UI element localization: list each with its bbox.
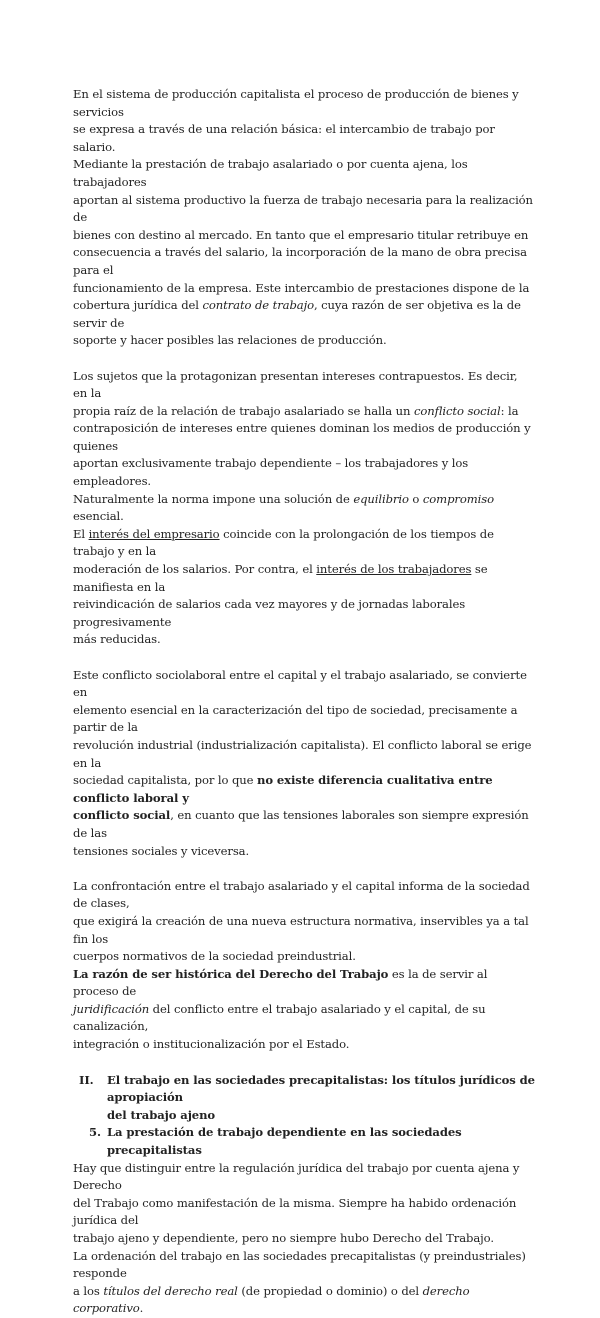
text-span: propia raíz de la relación de trabajo asalariado se halla un bbox=[73, 403, 414, 418]
text-line: se expresa a través de una relación básica: el intercambio de trabajo por salario. bbox=[73, 122, 495, 154]
text-line: consecuencia a través del salario, la incorporación de la mano de obra precisa para el bbox=[73, 245, 527, 277]
text-line bbox=[73, 297, 535, 332]
heading-text: La prestación de trabajo dependiente en las sociedades precapitalistas bbox=[107, 1125, 462, 1158]
text-span: Naturalmente la norma impone una solución de bbox=[73, 491, 354, 506]
text-line bbox=[73, 1001, 535, 1036]
text-span: esencial. bbox=[73, 509, 124, 524]
text-line: más reducidas. bbox=[73, 632, 161, 647]
text-line bbox=[73, 772, 535, 807]
italic-term-conflicto-social: conflicto social bbox=[413, 403, 501, 418]
text-span: moderación de los salarios. Por contra, el bbox=[73, 562, 317, 577]
text-line: elemento esencial en la caracterización del tipo de sociedad, precisamente a partir de la bbox=[73, 702, 518, 735]
text-span: , en cuanto que las tensiones laborales son siempre expresión de las bbox=[73, 808, 529, 840]
text-line: integración o institucionalización por el Estado. bbox=[73, 1037, 350, 1052]
paragraph-sociolaboral-conflict bbox=[73, 667, 535, 861]
text-span: coincide con la prolongación de los tiempos de trabajo y en la bbox=[73, 526, 494, 559]
paragraph-class-society bbox=[73, 878, 535, 1054]
heading-line: El trabajo en las sociedades precapitalistas: los títulos jurídicos de apropiación bbox=[107, 1072, 535, 1105]
paragraph-precapitalist bbox=[73, 1160, 535, 1318]
text-span: (de propiedad o dominio) o del bbox=[237, 1283, 423, 1298]
text-line: Mediante la prestación de trabajo asalariado o por cuenta ajena, los trabajadores bbox=[73, 157, 468, 189]
text-line bbox=[73, 966, 535, 1001]
text-span: . bbox=[139, 1301, 144, 1316]
text-line bbox=[73, 807, 535, 842]
bold-statement: no existe diferencia cualitativa entre conflicto laboral y bbox=[73, 773, 493, 805]
subsection-heading-5 bbox=[73, 1124, 535, 1159]
bold-statement: La razón de ser histórica del Derecho del Trabajo bbox=[73, 966, 389, 981]
text-line: tensiones sociales y viceversa. bbox=[73, 843, 250, 858]
text-line: trabajo ajeno y dependiente, pero no siempre hubo Derecho del Trabajo. bbox=[73, 1231, 494, 1245]
text-line: contraposición de intereses entre quienes dominan los medios de producción y quienes bbox=[73, 421, 531, 453]
text-line bbox=[73, 403, 535, 421]
text-line bbox=[73, 561, 535, 596]
text-span: o bbox=[408, 491, 423, 506]
italic-term-derecho-real: títulos del derecho real bbox=[103, 1283, 238, 1298]
text-line: aportan al sistema productivo la fuerza de trabajo necesaria para la realización de bbox=[73, 192, 533, 225]
italic-term-derecho-corporativo: derecho corporativo bbox=[73, 1283, 470, 1316]
text-span: se manifiesta en la bbox=[73, 562, 488, 594]
text-line bbox=[73, 491, 535, 526]
underlined-term-empresario: interés del empresario bbox=[88, 526, 220, 541]
text-span: : la bbox=[500, 403, 519, 418]
text-line: aportan exclusivamente trabajo dependiente – los trabajadores y los empleadores. bbox=[73, 456, 469, 489]
text-line: En el sistema de producción capitalista el proceso de producción de bienes y servicios bbox=[73, 87, 519, 119]
paragraph-conflict-interests bbox=[73, 368, 535, 650]
text-line: funcionamiento de la empresa. Este intercambio de prestaciones dispone de la bbox=[73, 280, 530, 295]
text-line: La confrontación entre el trabajo asalariado y el capital informa de la sociedad de clases, bbox=[73, 878, 530, 911]
text-line: reivindicación de salarios cada vez mayores y de jornadas laborales progresivamente bbox=[73, 597, 466, 629]
text-line bbox=[73, 526, 535, 561]
text-line: La ordenación del trabajo en las sociedades precapitalistas (y preindustriales) responde bbox=[73, 1248, 526, 1281]
text-span: , cuya razón de ser objetiva es la de servir de bbox=[73, 298, 521, 330]
text-span: El bbox=[73, 526, 89, 541]
document-body bbox=[73, 86, 535, 1318]
underlined-term-trabajadores: interés de los trabajadores bbox=[316, 562, 472, 577]
heading-number: II. bbox=[79, 1072, 94, 1087]
italic-term-juridificacion: juridificación bbox=[73, 1001, 150, 1016]
heading-number: 5. bbox=[89, 1125, 101, 1140]
text-line: revolución industrial (industrialización capitalista). El conflicto laboral se erige en la bbox=[73, 737, 532, 770]
text-line: soporte y hacer posibles las relaciones de producción. bbox=[73, 333, 387, 348]
italic-term-compromiso: compromiso bbox=[422, 491, 494, 506]
heading-text bbox=[107, 1072, 535, 1125]
text-span: es la de servir al proceso de bbox=[73, 966, 488, 999]
italic-term-equilibrio: equilibrio bbox=[353, 491, 409, 506]
section-heading-ii bbox=[73, 1072, 535, 1125]
text-line: que exigirá la creación de una nueva estructura normativa, inservibles ya a tal fin los bbox=[73, 913, 529, 946]
text-span: cobertura jurídica del bbox=[73, 298, 203, 313]
bold-statement: conflicto social bbox=[73, 808, 171, 823]
text-span: del conflicto entre el trabajo asalariado y el capital, de su canalización, bbox=[73, 1001, 486, 1034]
text-span: a los bbox=[73, 1283, 104, 1298]
text-line bbox=[73, 1283, 535, 1318]
text-line: Hay que distinguir entre la regulación jurídica del trabajo por cuenta ajena y Derecho bbox=[73, 1160, 520, 1193]
text-span: sociedad capitalista, por lo que bbox=[73, 773, 257, 788]
text-line: Este conflicto sociolaboral entre el capital y el trabajo asalariado, se convierte en bbox=[73, 667, 527, 700]
heading-line: del trabajo ajeno bbox=[107, 1107, 216, 1122]
text-line: Los sujetos que la protagonizan presentan intereses contrapuestos. Es decir, en la bbox=[73, 368, 518, 401]
text-line: cuerpos normativos de la sociedad preindustrial. bbox=[73, 949, 356, 964]
text-line: bienes con destino al mercado. En tanto que el empresario titular retribuye en bbox=[73, 227, 529, 242]
paragraph-production-system bbox=[73, 86, 535, 350]
text-line: del Trabajo como manifestación de la misma. Siempre ha habido ordenación jurídica del bbox=[73, 1195, 517, 1228]
italic-term-contrato: contrato de trabajo bbox=[202, 298, 314, 313]
